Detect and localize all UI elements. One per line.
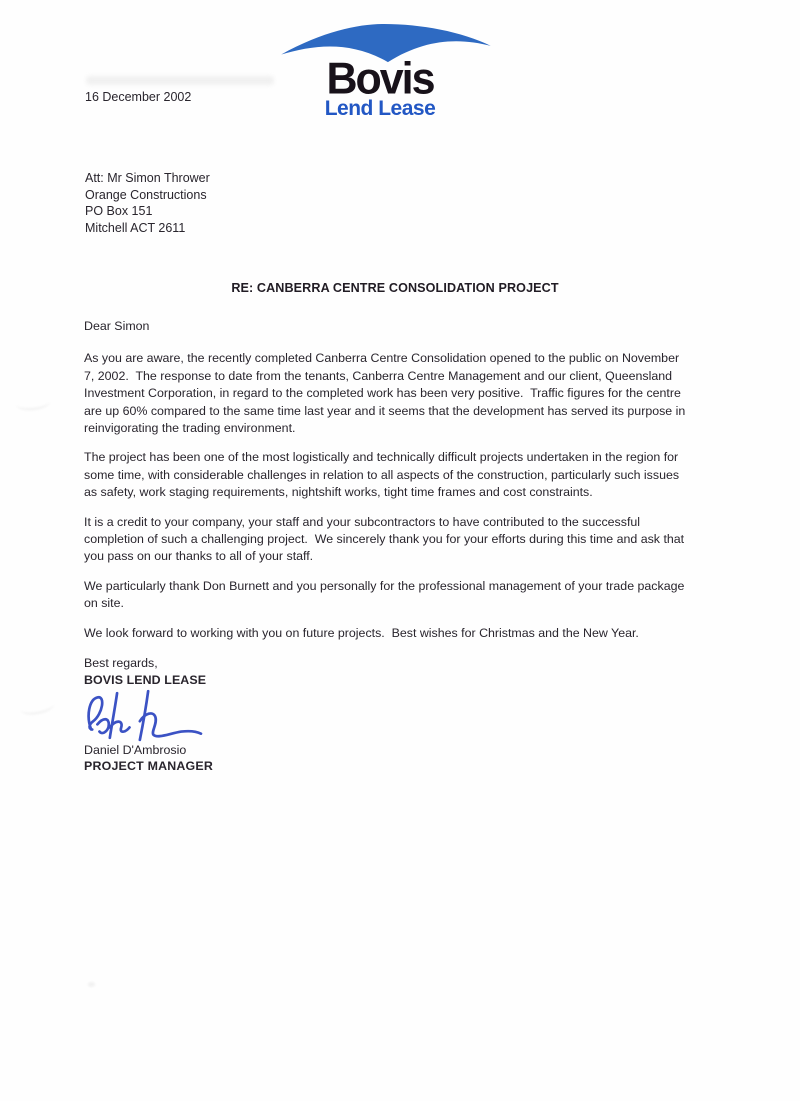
letter-date: 16 December 2002 xyxy=(85,90,192,104)
recipient-line: Mitchell ACT 2611 xyxy=(85,220,186,235)
body-paragraph: As you are aware, the recently completed Canberra Centre Consolidation opened to the public on November 7, 2002. The response to date from the tenants, Canberra Centre Management and our client, Queensland Investment Corporation, in regard to the completed work has been very positive. Traffic figures for the centre are up 60% compared to the same time last year and it seems that the development has served its purpose in reinvigorating the trading environment. xyxy=(84,351,689,436)
body-paragraph: We particularly thank Don Burnett and you personally for the professional management of your trade package on site. xyxy=(84,578,688,611)
erased-text-smudge xyxy=(86,76,274,85)
page-curl-mark xyxy=(15,394,50,411)
body-paragraph: It is a credit to your company, your staff and your subcontractors to have contributed to the successful completion of such a challenging project. We sincerely thank you for your efforts during this time and ask that you pass on our thanks to all of your staff. xyxy=(84,514,688,564)
recipient-line: PO Box 151 xyxy=(85,204,153,218)
body-paragraph: The project has been one of the most logistically and technically difficult projects undertaken in the region for some time, with considerable challenges in relation to all aspects of the construction, particularly such issues as safety, work staging requirements, nightshift works, tight time frames and cost constraints. xyxy=(84,450,683,500)
company-logo xyxy=(280,24,480,120)
signer-name: Daniel D'Ambrosio xyxy=(84,743,187,757)
signer-block xyxy=(84,742,213,774)
recipient-line: Orange Constructions xyxy=(85,187,207,202)
signer-title: PROJECT MANAGER xyxy=(84,759,213,773)
logo-subbrand-text: Lend Lease xyxy=(324,97,436,120)
scan-speck xyxy=(88,982,95,987)
logo-brand-text: Bovis xyxy=(326,54,434,104)
letter-body xyxy=(84,318,690,654)
closing-block xyxy=(84,655,206,689)
page-curl-mark xyxy=(19,697,55,717)
body-paragraph: We look forward to working with you on future projects. Best wishes for Christmas and the New Year. xyxy=(84,625,639,640)
subject-line: RE: CANBERRA CENTRE CONSOLIDATION PROJECT xyxy=(231,281,559,295)
salutation: Dear Simon xyxy=(84,319,150,333)
closing-company: BOVIS LEND LEASE xyxy=(84,673,207,687)
recipient-line: Att: Mr Simon Thrower xyxy=(85,171,210,185)
handwritten-signature-icon xyxy=(80,686,208,744)
closing-regards: Best regards, xyxy=(84,656,158,670)
recipient-address-block xyxy=(85,170,210,236)
